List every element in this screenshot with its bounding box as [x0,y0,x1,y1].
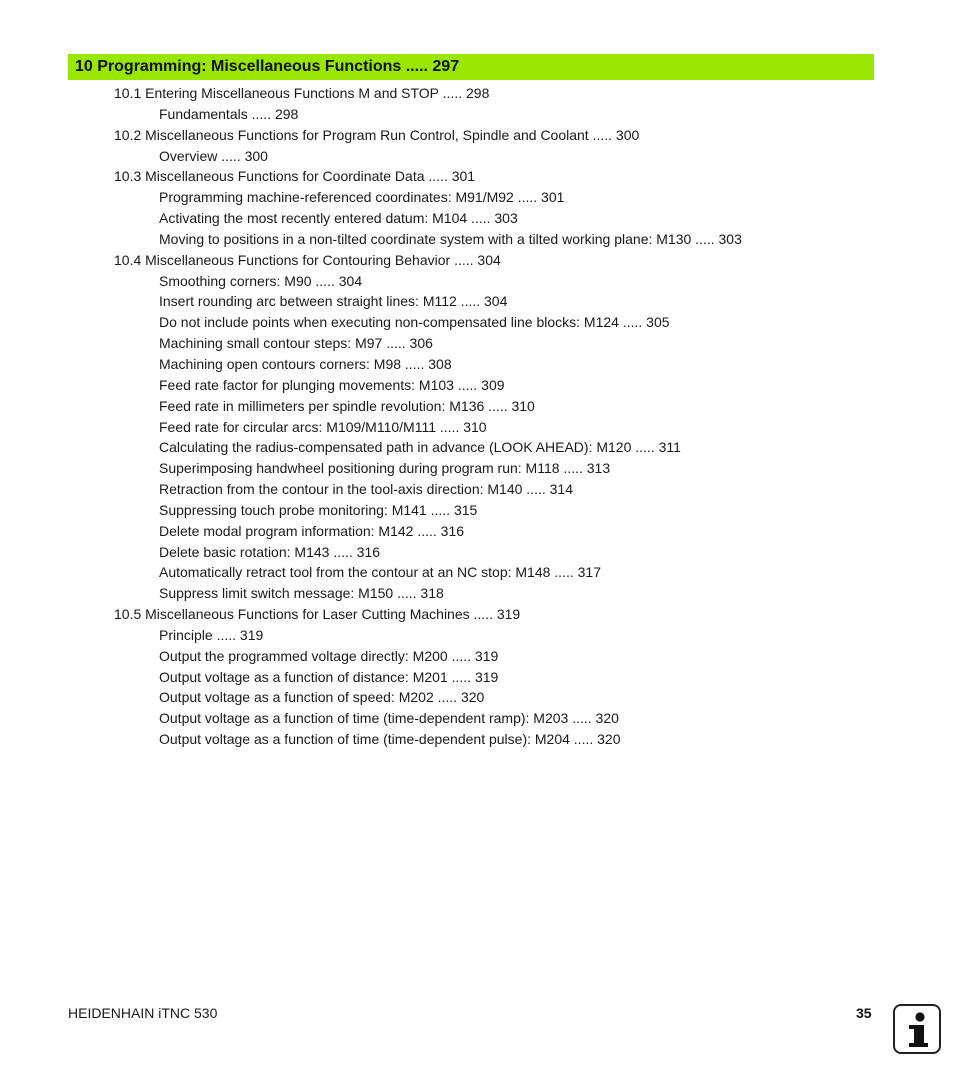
toc-subsection-entry: Suppress limit switch message: M150 ..... 318 [159,585,444,602]
toc-subsection-entry: Output voltage as a function of distance: M201 ..... 319 [159,668,499,685]
toc-subsection-entry: Suppressing touch probe monitoring: M141 ..... 315 [159,501,478,518]
toc-subsection-entry: Fundamentals ..... 298 [159,105,299,122]
toc-subsection-entry: Smoothing corners: M90 ..... 304 [159,272,363,289]
toc-subsection-entry: Output voltage as a function of time (time-dependent pulse): M204 ..... 320 [159,731,621,748]
toc-subsection-entry: Output voltage as a function of speed: M202 ..... 320 [159,689,485,706]
toc-subsection-entry: Programming machine-referenced coordinates: M91/M92 ..... 301 [159,189,565,206]
footer-product-name: HEIDENHAIN iTNC 530 [68,1005,218,1021]
toc-subsection-entry: Feed rate in millimeters per spindle revolution: M136 ..... 310 [159,397,535,414]
toc-section-entry: 10.1 Entering Miscellaneous Functions M and STOP ..... 298 [114,85,490,101]
table-of-contents [0,83,742,750]
toc-subsection-entry: Activating the most recently entered datum: M104 ..... 303 [159,210,518,227]
toc-subsection-entry: Moving to positions in a non-tilted coordinate system with a tilted working plane: M130 ..... 303 [159,230,742,247]
toc-subsection-entry: Calculating the radius-compensated path in advance (LOOK AHEAD): M120 ..... 311 [159,439,681,456]
toc-subsection-entry: Machining open contours corners: M98 ..... 308 [159,355,452,372]
toc-subsection-entry: Insert rounding arc between straight lines: M112 ..... 304 [159,293,508,310]
toc-subsection-entry: Delete basic rotation: M143 ..... 316 [159,543,381,560]
toc-subsection-entry: Principle ..... 319 [159,626,264,643]
chapter-heading-bar [68,54,874,80]
toc-subsection-entry: Superimposing handwheel positioning during program run: M118 ..... 313 [159,460,611,477]
toc-subsection-entry: Output the programmed voltage directly: M200 ..... 319 [159,647,499,664]
chapter-title: 10 Programming: Miscellaneous Functions ..... 297 [75,58,460,75]
toc-subsection-entry: Machining small contour steps: M97 ..... 306 [159,335,433,352]
toc-subsection-entry: Do not include points when executing non-compensated line blocks: M124 ..... 305 [159,314,670,331]
toc-subsection-entry: Feed rate for circular arcs: M109/M110/M111 ..... 310 [159,418,487,435]
toc-section-entry: 10.2 Miscellaneous Functions for Program Run Control, Spindle and Coolant ..... 300 [114,126,640,143]
toc-subsection-entry: Output voltage as a function of time (time-dependent ramp): M203 ..... 320 [159,710,619,727]
info-icon [893,1004,941,1054]
toc-subsection-entry: Feed rate factor for plunging movements: M103 ..... 309 [159,376,505,393]
toc-section-entry: 10.4 Miscellaneous Functions for Contouring Behavior ..... 304 [114,251,501,268]
page-number: 35 [856,1005,872,1021]
toc-section-entry: 10.5 Miscellaneous Functions for Laser Cutting Machines ..... 319 [114,606,521,623]
toc-subsection-entry: Overview ..... 300 [159,147,268,164]
toc-section-entry: 10.3 Miscellaneous Functions for Coordinate Data ..... 301 [114,168,476,185]
toc-subsection-entry: Retraction from the contour in the tool-axis direction: M140 ..... 314 [159,481,573,498]
toc-subsection-entry: Automatically retract tool from the contour at an NC stop: M148 ..... 317 [159,564,601,581]
toc-subsection-entry: Delete modal program information: M142 ..... 316 [159,522,465,539]
